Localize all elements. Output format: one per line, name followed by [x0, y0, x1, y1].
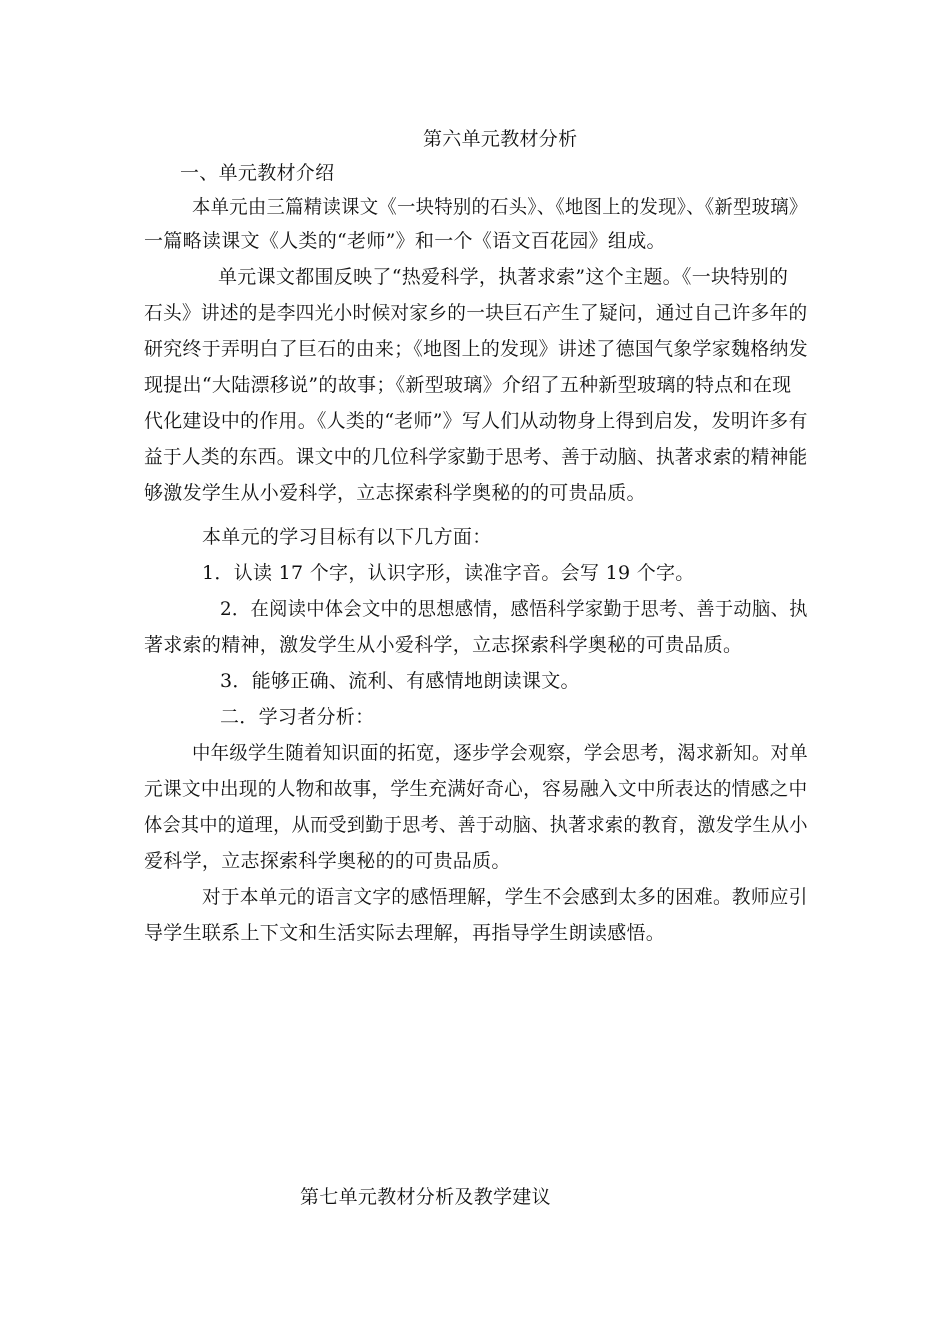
next-unit-title: 第七单元教材分析及教学建议: [300, 1186, 551, 1208]
theme-line-4: 现提出“大陆漂移说”的故事；《新型玻璃》介绍了五种新型玻璃的特点和在现: [144, 374, 792, 396]
theme-line-1: 单元课文都围反映了“热爱科学，执著求索”这个主题。《一块特别的: [218, 266, 789, 288]
goal-2-line-2: 著求索的精神，激发学生从小爱科学，立志探索科学奥秘的可贵品质。: [144, 634, 743, 656]
learner-line-1: 中年级学生随着知识面的拓宽，逐步学会观察，学会思考，渴求新知。对单: [192, 742, 808, 764]
intro-line-1: 本单元由三篇精读课文《一块特别的石头》、《地图上的发现》、《新型玻璃》: [192, 196, 808, 218]
theme-line-5: 代化建设中的作用。《人类的“老师”》写人们从动物身上得到启发，发明许多有: [144, 410, 808, 432]
section-heading-intro: 一、单元教材介绍: [180, 162, 335, 184]
goals-intro: 本单元的学习目标有以下几方面：: [202, 526, 492, 548]
learner-line-2: 元课文中出现的人物和故事，学生充满好奇心，容易融入文中所表达的情感之中: [144, 778, 808, 800]
goal-2-line-1: 2．在阅读中体会文中的思想感情，感悟科学家勤于思考、善于动脑、执: [220, 598, 808, 620]
goal-1: 1．认读 17 个字，认识字形，读准字音。会写 19 个字。: [202, 562, 695, 584]
learner-line-4: 爱科学，立志探索科学奥秘的的可贵品质。: [144, 850, 511, 872]
theme-line-6: 益于人类的东西。课文中的几位科学家勤于思考、善于动脑、执著求索的精神能: [144, 446, 808, 468]
page-title: 第六单元教材分析: [423, 128, 578, 150]
learner-line-3: 体会其中的道理，从而受到勤于思考、善于动脑、执著求索的教育，激发学生从小: [144, 814, 808, 836]
theme-line-3: 研究终于弄明白了巨石的由来；《地图上的发现》讲述了德国气象学家魏格纳发: [144, 338, 809, 360]
goal-3: 3．能够正确、流利、有感情地朗读课文。: [220, 670, 580, 692]
theme-line-7: 够激发学生从小爱科学，立志探索科学奥秘的的可贵品质。: [144, 482, 646, 504]
language-line-2: 导学生联系上下文和生活实际去理解，再指导学生朗读感悟。: [144, 922, 666, 944]
section-heading-learner: 二．学习者分析：: [220, 706, 375, 728]
language-line-1: 对于本单元的语言文字的感悟理解，学生不会感到太多的困难。教师应引: [202, 886, 808, 908]
intro-line-2: 一篇略读课文《人类的“老师”》和一个《语文百花园》组成。: [144, 230, 666, 252]
theme-line-2: 石头》讲述的是李四光小时候对家乡的一块巨石产生了疑问，通过自己许多年的: [144, 302, 808, 324]
